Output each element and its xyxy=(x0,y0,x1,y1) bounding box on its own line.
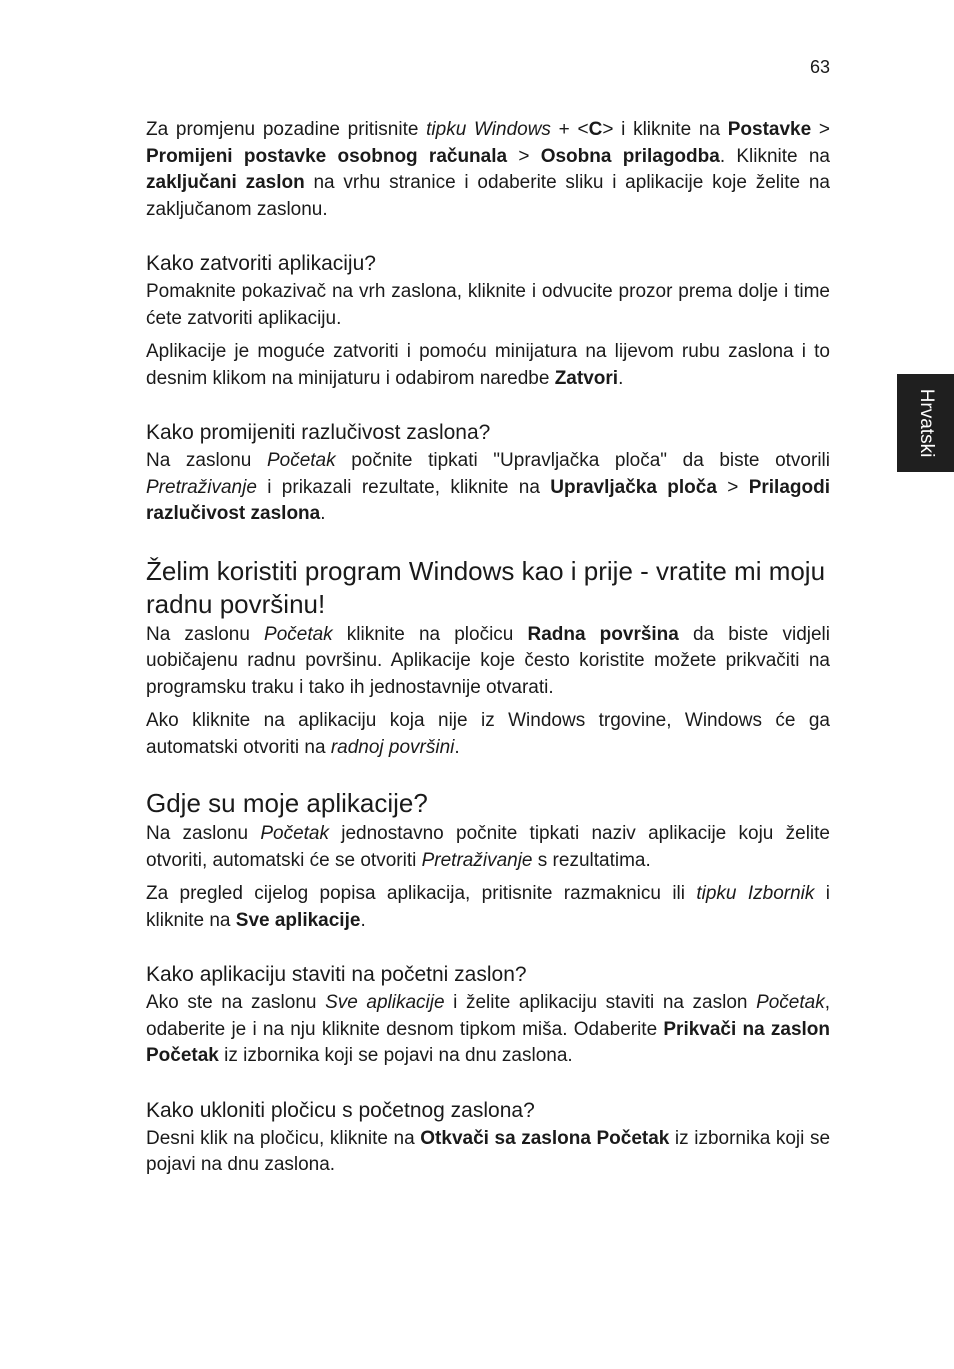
bold-term: Zatvori xyxy=(554,367,619,389)
close-app-paragraph-2: Aplikacije je moguće zatvoriti i pomoću minijatura na lijevom rubu zaslona i to desnim klikom na minijaturu i odabirom naredbe Zatvori. xyxy=(146,341,830,389)
bold-term: C xyxy=(588,119,603,140)
apps-paragraph-1: Na zaslonu Početak jednostavno počnite tipkati naziv aplikacije koju želite otvoriti, automatski će se otvoriti Pretraživanje s rezultatima. xyxy=(146,823,830,871)
italic-term: Početak xyxy=(756,992,825,1013)
desktop-paragraph-2: Ako kliknite na aplikaciju koja nije iz Windows trgovine, Windows će ga automatski otvoriti na radnoj površini. xyxy=(146,710,830,758)
bold-term: Upravljačka ploča xyxy=(550,476,717,498)
italic-term: radnoj površini xyxy=(330,736,455,758)
apps-paragraph-2: Za pregled cijelog popisa aplikacija, pritisnite razmaknicu ili tipku Izbornik i kliknite na Sve aplikacije. xyxy=(146,883,830,931)
italic-term: tipku Windows xyxy=(426,119,551,140)
bold-term: Otkvači sa zaslona Početak xyxy=(420,1127,670,1149)
language-tab xyxy=(897,374,954,472)
bold-term: Sve aplikacije xyxy=(235,909,361,931)
italic-term: Početak xyxy=(266,450,336,471)
language-tab-label: Hrvatski xyxy=(915,388,937,458)
page-number: 63 xyxy=(809,57,830,77)
resolution-paragraph: Na zaslonu Početak počnite tipkati "Upravljačka ploča" da biste otvorili Pretraživanje i prikazali rezultate, kliknite na Upravljačka ploča > Prilagodi razlučivost zaslona. xyxy=(146,450,830,524)
page-content xyxy=(146,117,830,1179)
desktop-paragraph-1: Na zaslonu Početak kliknite na pločicu Radna površina da biste vidjeli uobičajenu radnu površinu. Aplikacije koje često koristite možete prikvačiti na programsku traku i tako ih jednostavnije otvarati. xyxy=(146,623,830,698)
heading-resolution: Kako promijeniti razlučivost zaslona? xyxy=(146,421,491,444)
heading-unpin: Kako ukloniti pločicu s početnog zaslona? xyxy=(146,1098,535,1122)
bold-term: Radna površina xyxy=(527,623,679,645)
bold-term: Prikvači na zaslon Početak xyxy=(146,1018,830,1066)
bold-term: Promijeni postavke osobnog računala xyxy=(146,145,508,167)
pin-paragraph: Ako ste na zaslonu Sve aplikacije i želite aplikaciju staviti na zaslon Početak, odaberite je i na nju kliknite desnom tipkom miša. Odaberite Prikvači na zaslon Početak iz izbornika koji se pojavi na dnu zaslona. xyxy=(146,992,830,1066)
bold-term: Prilagodi razlučivost zaslona xyxy=(146,476,830,524)
italic-term: Početak xyxy=(264,623,333,645)
italic-term: Pretraživanje xyxy=(146,476,257,498)
heading-apps: Gdje su moje aplikacije? xyxy=(146,788,428,818)
heading-pin: Kako aplikaciju staviti na početni zaslon? xyxy=(146,963,527,986)
unpin-paragraph: Desni klik na pločicu, kliknite na Otkvači sa zaslona Početak iz izbornika koji se pojavi na dnu zaslona. xyxy=(146,1127,831,1175)
intro-paragraph: Za promjenu pozadine pritisnite tipku Windows + <C> i kliknite na Postavke > Promijeni postavke osobnog računala > Osobna prilagodba. Kliknite na zaključani zaslon na vrhu stranice i odaberite sliku i aplikacije koje želite na zaključanom zaslonu. xyxy=(146,119,831,220)
heading-close-app: Kako zatvoriti aplikaciju? xyxy=(146,252,376,275)
close-app-paragraph-1: Pomaknite pokazivač na vrh zaslona, kliknite i odvucite prozor prema dolje i time ćete zatvoriti aplikaciju. xyxy=(146,281,830,329)
italic-term: Pretraživanje xyxy=(421,849,533,871)
italic-term: tipku Izbornik xyxy=(696,883,815,904)
bold-term: zaključani zaslon xyxy=(146,172,305,193)
bold-term: Osobna prilagodba xyxy=(540,145,720,167)
heading-desktop: Želim koristiti program Windows kao i prije - vratite mi moju radnu površinu! xyxy=(146,555,826,619)
italic-term: Sve aplikacije xyxy=(325,992,445,1013)
bold-term: Postavke xyxy=(727,119,812,140)
italic-term: Početak xyxy=(260,823,329,844)
